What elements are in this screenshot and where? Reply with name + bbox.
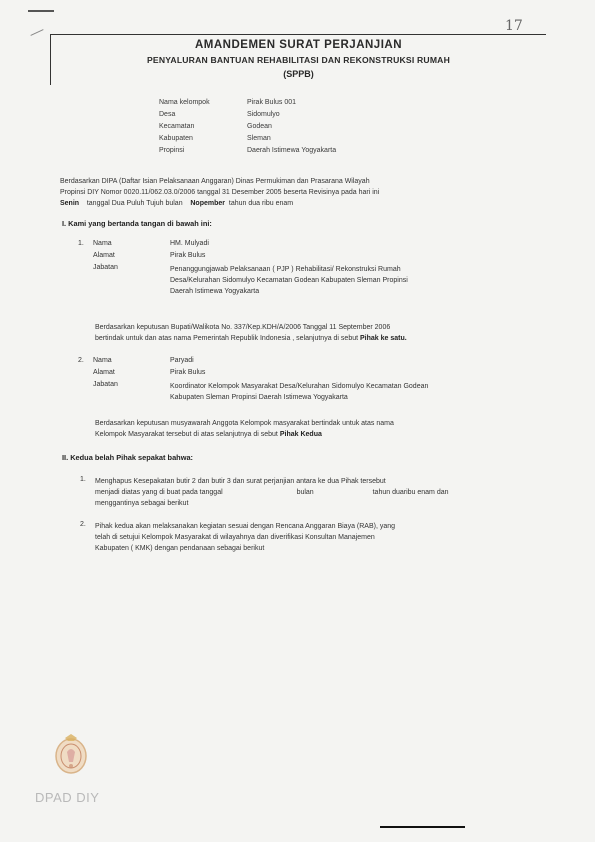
party-2-text-line [95,429,540,440]
corner-mark [28,10,54,12]
agreement-2-text [95,521,540,554]
info-key: Nama kelompok [159,99,210,106]
agreement-1-year-text: tahun duaribu enam dan [372,489,449,496]
party-1-address-label: Alamat [93,252,115,259]
intro-paragraph [60,176,540,209]
seal-logo [52,732,90,776]
corner-mark-2 [30,29,43,36]
agreement-2-line: Kabupaten ( KMK) dengan pendanaan sebagai berikut [95,545,265,552]
bottom-rule [380,826,465,828]
page-mark: 17 [505,18,523,34]
title-box [50,34,546,85]
info-value: Godean [247,123,272,130]
intro-line-2: Propinsi DIY Nomor 0020.11/062.03.0/2006 tanggal 31 Desember 2005 beserta Revisinya pada hari ini [60,189,380,196]
intro-year: tahun dua ribu enam [228,200,294,207]
party-2-address: Pirak Bulus [170,369,206,376]
party-1-number: 1. [78,240,84,247]
info-key: Desa [159,111,176,118]
agreement-1-number: 1. [80,476,86,483]
party-2-position-label: Jabatan [93,381,118,388]
info-key: Kecamatan [159,123,195,130]
intro-line-1: Berdasarkan DIPA (Daftar Isian Pelaksanaan Anggaran) Dinas Permukiman dan Prasarana Wilayah [60,178,370,185]
agreement-2-line: telah di setujui Kelompok Masyarakat di wilayahnya dan diverifikasi Konsultan Manajemen [95,534,375,541]
party-2-address-label: Alamat [93,369,115,376]
section-2-heading: II. Kedua belah Pihak sepakat bahwa: [62,453,194,462]
party-2-text: Kelompok Masyarakat tersebut di atas selanjutnya di sebut [95,431,278,438]
info-key: Kabupaten [159,135,193,142]
agreement-1-text [95,476,540,509]
intro-month: Nopember [190,200,225,207]
party-1-text: bertindak untuk dan atas nama Pemerintah Republik Indonesia , selanjutnya di sebut [95,335,359,342]
party-2-name-label: Nama [93,357,112,364]
party-1-text-line: Berdasarkan keputusan Bupati/Walikota No. 337/Kep.KDH/A/2006 Tanggal 11 September 2006 [95,324,391,331]
party-2-name: Paryadi [170,357,194,364]
agreement-1-line: Menghapus Kesepakatan butir 2 dan butir 3 dan surat perjanjian antara ke dua Pihak tersebut [95,478,386,485]
party-2-designation: Pihak Kedua [279,431,322,438]
party-1-name-label: Nama [93,240,112,247]
document-title: AMANDEMEN SURAT PERJANJIAN [194,39,403,51]
info-value: Pirak Bulus 001 [247,99,297,106]
party-1-position-line: Desa/Kelurahan Sidomulyo Kecamatan Godean Kabupaten Sleman Propinsi [170,277,408,284]
agreement-2-line: Pihak kedua akan melaksanakan kegiatan sesuai dengan Rencana Anggaran Biaya (RAB), yang [95,523,396,530]
agreement-1-date-text: menjadi diatas yang di buat pada tanggal [95,489,223,496]
document-subtitle: PENYALURAN BANTUAN REHABILITASI DAN REKONSTRUKSI RUMAH [147,55,450,65]
agreement-1-line: menggantinya sebagai berikut [95,500,189,507]
agreement-1-line [95,487,540,498]
agreement-1-month-text: bulan [296,489,314,496]
party-2-position-line: Koordinator Kelompok Masyarakat Desa/Kelurahan Sidomulyo Kecamatan Godean [170,383,429,390]
document-abbr: (SPPB) [283,69,314,79]
party-2-number: 2. [78,357,84,364]
party-1-paragraph [95,322,540,344]
party-2-position [170,381,540,403]
party-2-text-line: Berdasarkan keputusan musyawarah Anggota Kelompok masyarakat bertindak untuk atas nama [95,420,394,427]
section-1-heading: I. Kami yang bertanda tangan di bawah ini: [62,219,212,228]
party-1-designation: Pihak ke satu. [360,335,407,342]
party-1-position-line: Penanggungjawab Pelaksanaan ( PJP ) Rehabilitasi/ Rekonstruksi Rumah [170,266,401,273]
intro-day: Senin [60,200,80,207]
intro-date: tanggal Dua Puluh Tujuh bulan [86,200,183,207]
agreement-2-number: 2. [80,521,86,528]
party-1-position [170,264,540,297]
party-1-address: Pirak Bulus [170,252,206,259]
info-value: Sleman [247,135,271,142]
party-1-name: HM. Mulyadi [170,240,209,247]
party-1-text-line [95,333,540,344]
info-value: Sidomulyo [247,111,280,118]
party-1-position-line: Daerah Istimewa Yogyakarta [170,288,260,295]
info-key: Propinsi [159,147,185,154]
watermark-text: DPAD DIY [35,790,100,805]
party-2-paragraph [95,418,540,440]
party-1-position-label: Jabatan [93,264,118,271]
intro-line-3 [60,198,540,209]
info-value: Daerah Istimewa Yogyakarta [247,147,337,154]
party-2-position-line: Kabupaten Sleman Propinsi Daerah Istimewa Yogyakarta [170,394,348,401]
